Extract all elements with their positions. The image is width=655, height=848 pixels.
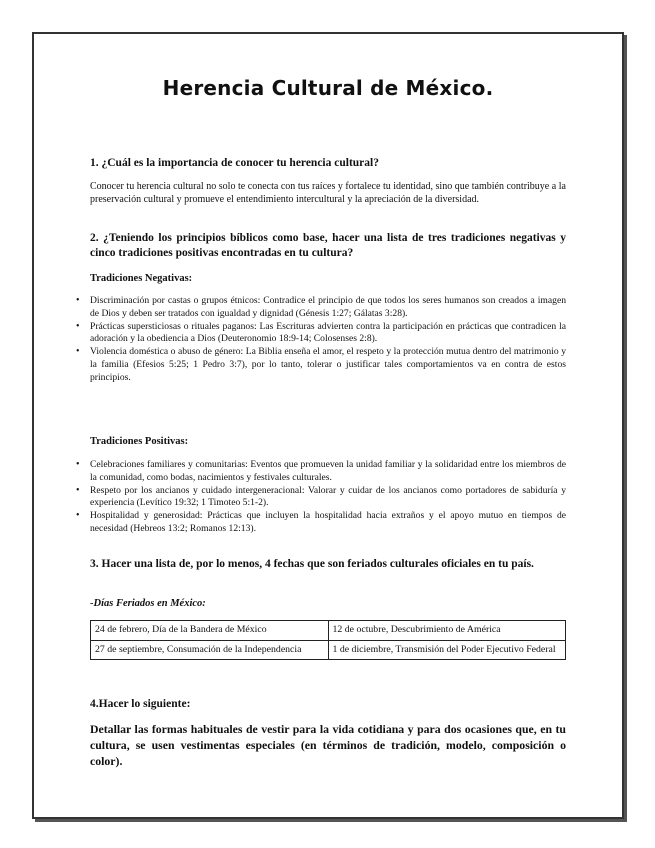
bullet-icon: • [76, 459, 80, 470]
bullet-icon: • [76, 510, 80, 522]
list-item: • Respeto por los ancianos y cuidado intergeneracional: Valorar y cuidar de los ancianos como portadores de sabiduría y experiencia (Levítico 19:32; 1 Timoteo 5:1-2). [76, 484, 566, 509]
bullet-icon: • [76, 295, 80, 306]
list-item: • Prácticas supersticiosas o rituales paganos: Las Escrituras advierten contra la participación en prácticas que contradicen la adoración y la obediencia a Dios (Deuteronomio 18:9-14; Colosenses 2:8). [76, 320, 566, 345]
negatives-title: Tradiciones Negativas: [90, 273, 193, 284]
negatives-list [76, 295, 566, 385]
question-4-body: Detallar las formas habituales de vestir para la vida cotidiana y para dos ocasiones que, en tu cultura, se usen vestimentas especiales (en términos de tradición, modelo, composición o color). [90, 722, 566, 768]
question-1-heading: 1. ¿Cuál es la importancia de conocer tu herencia cultural? [90, 157, 379, 169]
question-1-answer: Conocer tu herencia cultural no solo te conecta con tus raíces y fortalece tu identidad, sino que también contribuye a la preservación cultural y promueve el entendimiento intercultural y la apreciación de la diversidad. [90, 181, 566, 205]
list-item: • Violencia doméstica o abuso de género: La Biblia enseña el amor, el respeto y la protección mutua dentro del matrimonio y la familia (Efesios 5:25; 1 Pedro 3:7), por lo tanto, tolerar o justificar tales comportamientos va en contra de estos principios. [76, 346, 566, 383]
list-item: • Discriminación por castas o grupos étnicos: Contradice el principio de que todos los seres humanos son creados a imagen de Dios y deben ser tratados con igualdad y dignidad (Génesis 1:27; Gálatas 3:28). [76, 295, 566, 319]
table-cell: 12 de octubre, Descubrimiento de América [328, 621, 566, 641]
holidays-table [90, 620, 566, 660]
question-3-heading: 3. Hacer una lista de, por lo menos, 4 fechas que son feriados culturales oficiales en tu país. [90, 558, 534, 570]
positives-list [76, 459, 566, 536]
question-4-heading: 4.Hacer lo siguiente: [90, 698, 191, 710]
table-cell: 27 de septiembre, Consumación de la Independencia [91, 640, 329, 660]
question-2-heading: 2. ¿Teniendo los principios bíblicos como base, hacer una lista de tres tradiciones negativas y cinco tradiciones positivas encontradas en tu cultura? [90, 232, 566, 259]
holidays-table-title: -Días Feriados en México: [90, 598, 206, 609]
bullet-icon: • [76, 346, 80, 358]
page-title: Herencia Cultural de México. [162, 76, 494, 100]
bullet-icon: • [76, 320, 80, 332]
table-cell: 24 de febrero, Día de la Bandera de México [91, 621, 329, 641]
bullet-icon: • [76, 484, 80, 496]
list-item: • Celebraciones familiares y comunitarias: Eventos que promueven la unidad familiar y la solidaridad entre los miembros de la comunidad, como bodas, nacimientos y festivales culturales. [76, 459, 566, 483]
positives-title: Tradiciones Positivas: [90, 436, 189, 447]
table-cell: 1 de diciembre, Transmisión del Poder Ejecutivo Federal [328, 640, 566, 660]
table-row [91, 621, 566, 641]
table-row [91, 640, 566, 660]
list-item: • Hospitalidad y generosidad: Prácticas que incluyen la hospitalidad hacia extraños y el apoyo mutuo en tiempos de necesidad (Hebreos 13:2; Romanos 12:13). [76, 510, 566, 534]
